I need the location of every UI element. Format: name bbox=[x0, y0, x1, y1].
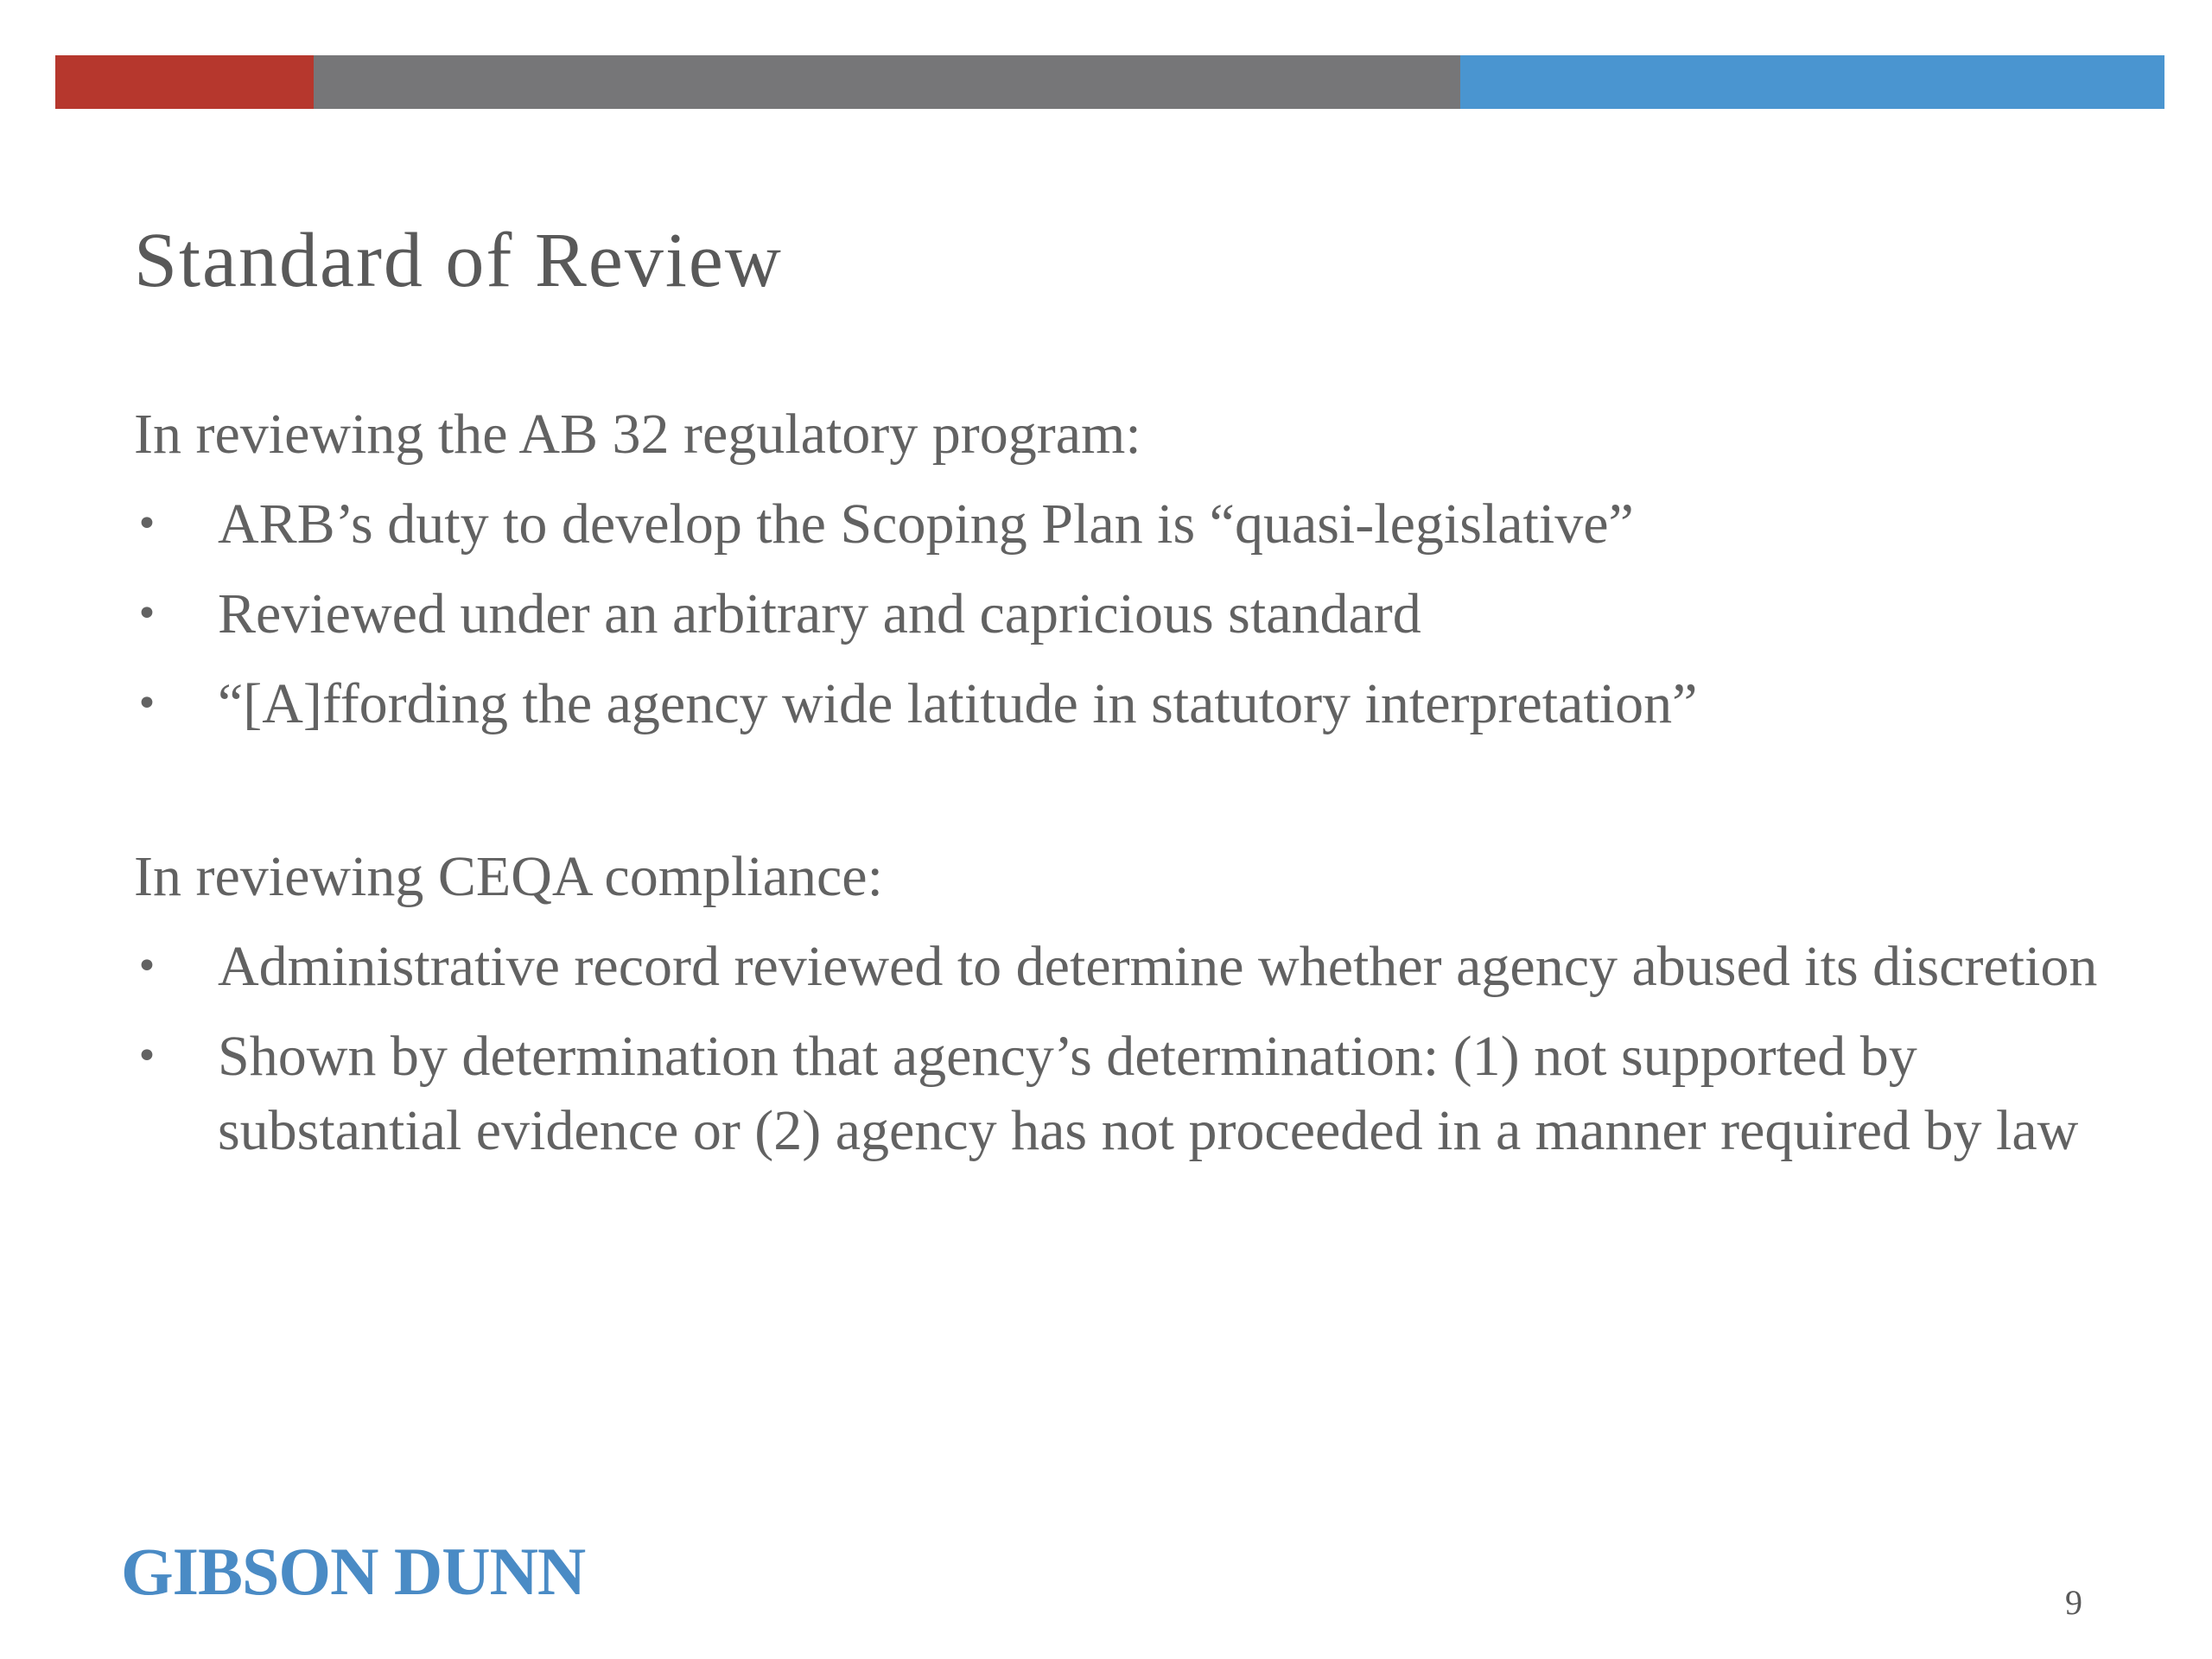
bullet-list bbox=[134, 930, 2121, 1168]
page-number: 9 bbox=[2065, 1583, 2082, 1622]
bullet-item bbox=[134, 930, 2121, 1004]
gibson-dunn-logo: GIBSON DUNN bbox=[121, 1534, 586, 1609]
slide-title: Standard of Review bbox=[134, 218, 783, 303]
bullet-glyph: • bbox=[136, 682, 158, 726]
section-ceqa bbox=[134, 840, 2121, 1168]
slide-body bbox=[134, 397, 2121, 1184]
bullet-list bbox=[134, 487, 2121, 741]
section-heading: In reviewing CEQA compliance: bbox=[134, 845, 883, 908]
bullet-text: Shown by determination that agency’s determination: (1) not supported by substantial evidence or (2) agency has not proceeded in a manner required by law bbox=[218, 1025, 2079, 1162]
bullet-glyph: • bbox=[136, 1034, 158, 1078]
bullet-glyph: • bbox=[136, 502, 158, 546]
bullet-item bbox=[134, 1020, 2121, 1168]
bullet-glyph: • bbox=[136, 944, 158, 988]
bullet-text: Reviewed under an arbitrary and capricious standard bbox=[218, 582, 1421, 645]
header-bar-red-segment bbox=[55, 55, 314, 109]
bullet-text: “[A]ffording the agency wide latitude in statutory interpretation” bbox=[218, 672, 1698, 735]
header-color-bar bbox=[55, 55, 2164, 109]
section-spacer bbox=[134, 757, 2121, 840]
bullet-text: ARB’s duty to develop the Scoping Plan is “quasi-legislative” bbox=[218, 493, 1634, 556]
bullet-glyph: • bbox=[136, 592, 158, 636]
header-bar-blue-segment bbox=[1460, 55, 2164, 109]
bullet-item bbox=[134, 667, 2121, 741]
section-heading: In reviewing the AB 32 regulatory program: bbox=[134, 403, 1141, 466]
bullet-item bbox=[134, 577, 2121, 652]
bullet-text: Administrative record reviewed to determine whether agency abused its discretion bbox=[218, 935, 2098, 998]
header-bar-gray-segment bbox=[314, 55, 1460, 109]
section-ab32 bbox=[134, 397, 2121, 741]
bullet-item bbox=[134, 487, 2121, 562]
